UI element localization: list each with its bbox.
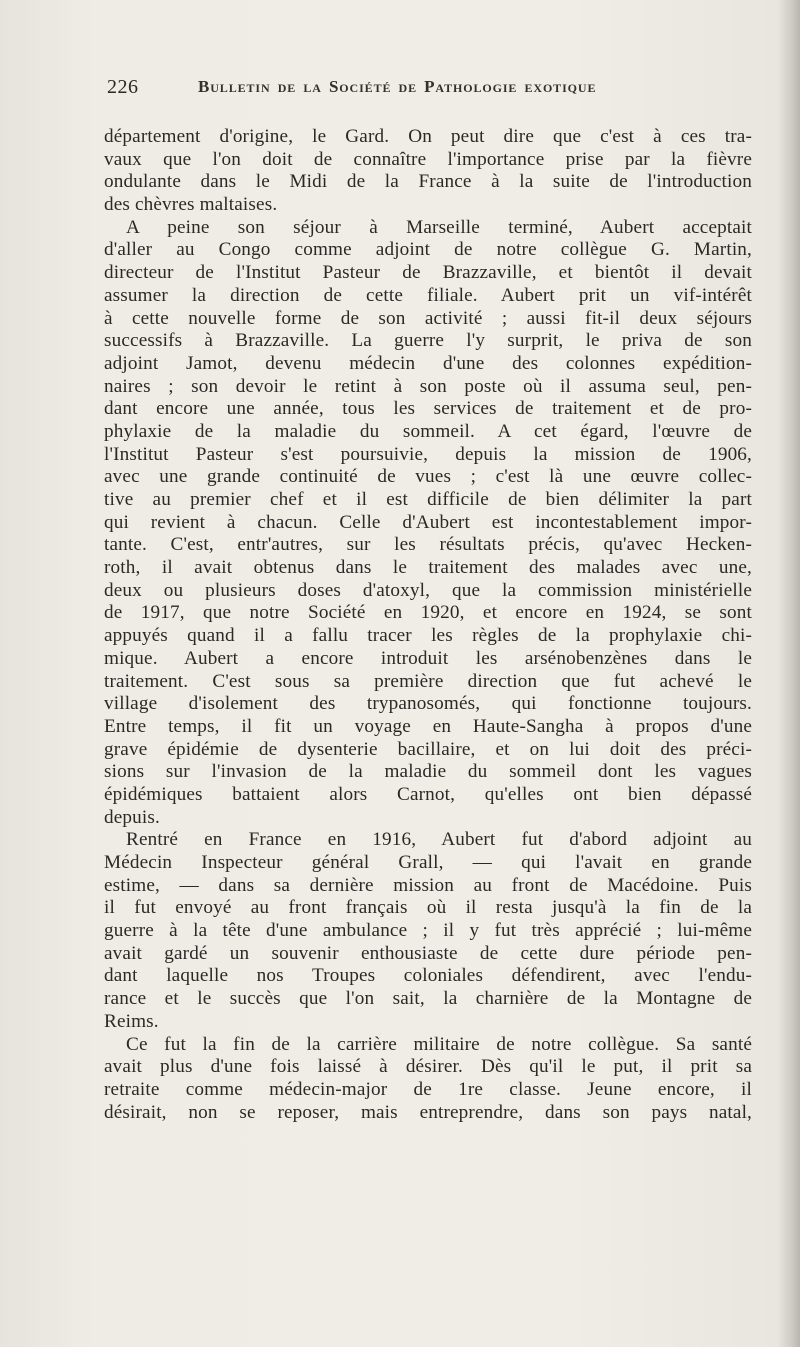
text-line: mique. Aubert a encore introduit les arsénobenzènes dans le — [104, 647, 752, 669]
text-line: tante. C'est, entr'autres, sur les résultats précis, qu'avec Hecken- — [104, 534, 752, 556]
text-line: département d'origine, le Gard. On peut dire que c'est à ces tra- — [104, 126, 752, 147]
text-line: avait gardé un souvenir enthousiaste de cette dure période pen- — [104, 942, 752, 964]
text-line: Reims. — [104, 1010, 159, 1032]
text-line: dant laquelle nos Troupes coloniales défendirent, avec l'endu- — [104, 965, 752, 987]
text-line: depuis. — [104, 806, 160, 828]
text-line: ondulante dans le Midi de la France à la suite de l'introduction — [104, 171, 752, 193]
text-line: estime, — dans sa dernière mission au front de Macédoine. Puis — [104, 874, 752, 896]
text-line: l'Institut Pasteur s'est poursuivie, depuis la mission de 1906, — [104, 443, 752, 465]
text-line: d'aller au Congo comme adjoint de notre collègue G. Martin, — [104, 239, 752, 261]
text-line: épidémiques battaient alors Carnot, qu'elles ont bien dépassé — [104, 783, 752, 805]
text-line: guerre à la tête d'une ambulance ; il y fut très apprécié ; lui-même — [104, 920, 752, 942]
text-line: traitement. C'est sous sa première direction que fut achevé le — [104, 670, 752, 692]
text-line: appuyés quand il a fallu tracer les règles de la prophylaxie chi- — [104, 625, 752, 647]
text-line: à cette nouvelle forme de son activité ; aussi fit-il deux séjours — [104, 307, 752, 329]
text-line: vaux que l'on doit de connaître l'importance prise par la fièvre — [104, 148, 752, 170]
text-line: adjoint Jamot, devenu médecin d'une des colonnes expédition- — [104, 352, 752, 374]
article-body — [104, 126, 752, 1124]
text-line: Rentré en France en 1916, Aubert fut d'abord adjoint au — [126, 829, 752, 851]
text-line: de 1917, que notre Société en 1920, et encore en 1924, se sont — [104, 602, 752, 624]
text-line: village d'isolement des trypanosomés, qui fonctionne toujours. — [104, 693, 752, 715]
text-line: Entre temps, il fit un voyage en Haute-Sangha à propos d'une — [104, 715, 752, 737]
text-line: avait plus d'une fois laissé à désirer. Dès qu'il le put, il prit sa — [104, 1056, 752, 1078]
running-title: Bulletin de la Société de Pathologie exotique — [198, 77, 597, 96]
text-line: roth, il avait obtenus dans le traitement des malades avec une, — [104, 557, 752, 579]
text-line: avec une grande continuité de vues ; c'est là une œuvre collec- — [104, 466, 752, 488]
text-line: des chèvres maltaises. — [104, 194, 278, 216]
text-line: sions sur l'invasion de la maladie du sommeil dont les vagues — [104, 761, 752, 783]
text-line: retraite comme médecin-major de 1re classe. Jeune encore, il — [104, 1078, 752, 1100]
page-edge-shadow — [778, 0, 800, 1347]
text-line: directeur de l'Institut Pasteur de Brazzaville, et bientôt il devait — [104, 262, 752, 284]
text-line: rance et le succès que l'on sait, la charnière de la Montagne de — [104, 988, 752, 1010]
text-line: phylaxie de la maladie du sommeil. A cet égard, l'œuvre de — [104, 420, 752, 442]
page-number: 226 — [107, 76, 139, 98]
text-line: dant encore une année, tous les services de traitement et de pro- — [104, 398, 752, 420]
text-line: désirait, non se reposer, mais entreprendre, dans son pays natal, — [104, 1101, 752, 1123]
text-line: successifs à Brazzaville. La guerre l'y surprit, le priva de son — [104, 330, 752, 352]
text-line: A peine son séjour à Marseille terminé, Aubert acceptait — [126, 216, 752, 238]
text-line: il fut envoyé au front français où il resta jusqu'à la fin de la — [104, 897, 752, 919]
text-line: tive au premier chef et il est difficile de bien délimiter la part — [104, 489, 752, 510]
text-line: assumer la direction de cette filiale. Aubert prit un vif-intérêt — [104, 284, 752, 306]
text-line: grave épidémie de dysenterie bacillaire, et on lui doit des préci- — [104, 738, 752, 760]
text-line: qui revient à chacun. Celle d'Aubert est incontestablement impor- — [104, 511, 752, 533]
text-line: naires ; son devoir le retint à son poste où il assuma seul, pen- — [104, 375, 752, 397]
page-header — [103, 76, 753, 106]
text-line: Ce fut la fin de la carrière militaire de notre collègue. Sa santé — [126, 1033, 752, 1055]
text-line: deux ou plusieurs doses d'atoxyl, que la commission ministérielle — [104, 579, 752, 601]
text-line: Médecin Inspecteur général Grall, — qui l'avait en grande — [104, 852, 752, 873]
